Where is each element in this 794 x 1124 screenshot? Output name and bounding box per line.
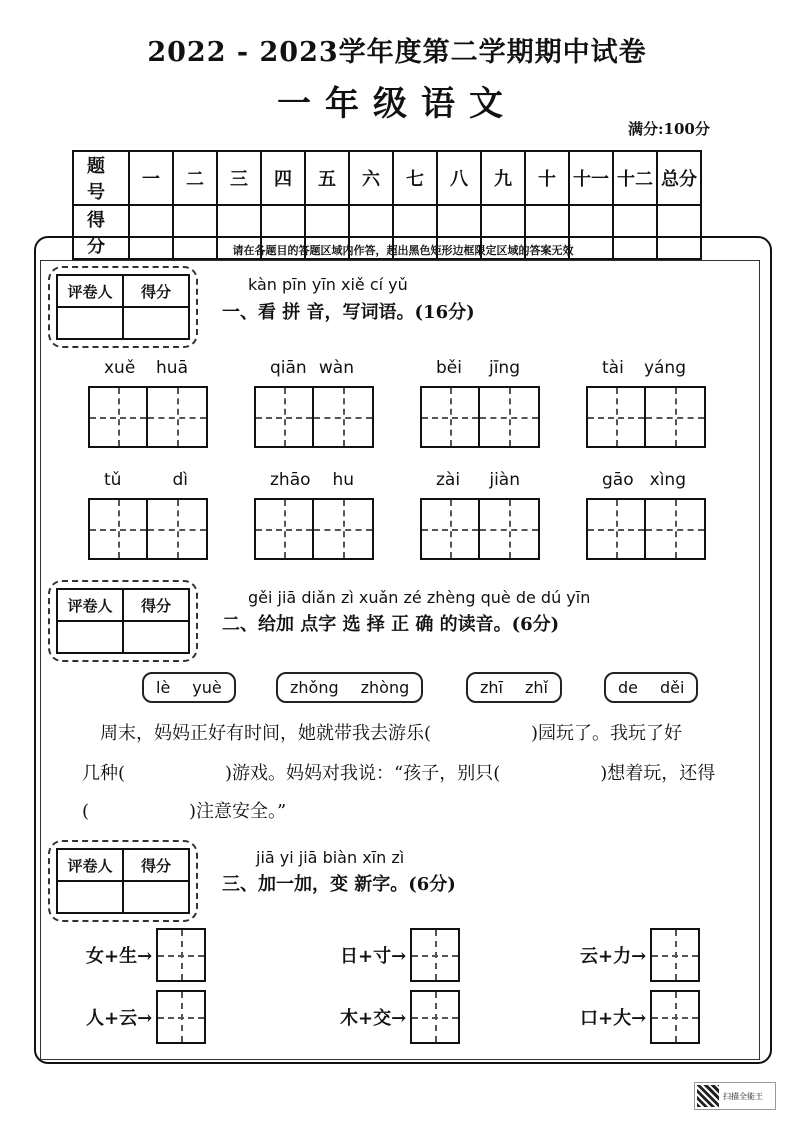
score-column-header: 二: [173, 151, 217, 205]
q1-title: 一、看 拼 音，写词语。(16分): [222, 302, 475, 323]
option-syllable[interactable]: děi: [660, 678, 685, 697]
option-syllable[interactable]: yuè: [192, 678, 222, 697]
syllable: běi: [436, 358, 462, 378]
scanner-badge: [694, 1082, 776, 1110]
score-column-header: 五: [305, 151, 349, 205]
answer-notice: 请在各题目的答题区域内作答，超出黑色矩形边框限定区域的答案无效: [232, 244, 574, 257]
score-row-label: 题号: [73, 151, 129, 205]
q2-line3: [82, 794, 752, 830]
option-syllable[interactable]: de: [618, 678, 638, 697]
score-column-header: 总分: [657, 151, 701, 205]
grader-reviewer-field[interactable]: [57, 881, 123, 913]
q2-pinyin: gěi jiā diǎn zì xuǎn zé zhèng què de dú yīn: [248, 588, 591, 607]
syllable: gāo: [602, 470, 634, 490]
q3-pinyin: jiā yi jiā biàn xīn zì: [256, 848, 405, 867]
pronunciation-option: [604, 672, 698, 703]
score-column-header: 四: [261, 151, 305, 205]
grader-box: [48, 580, 198, 662]
score-column-header: 七: [393, 151, 437, 205]
score-column-header: 十一: [569, 151, 613, 205]
subject-title: 一年级语文: [277, 84, 517, 124]
q1-pinyin: kàn pīn yīn xiě cí yǔ: [248, 275, 408, 294]
grid-cell[interactable]: [148, 388, 206, 446]
writing-grid[interactable]: [254, 498, 374, 560]
grader-box: [48, 266, 198, 348]
word-pinyin: [98, 470, 194, 490]
writing-grid[interactable]: [88, 498, 208, 560]
syllable: zài: [436, 470, 461, 490]
q2-text: (: [82, 801, 90, 822]
grid-cell[interactable]: [90, 388, 148, 446]
writing-grid[interactable]: [586, 386, 706, 448]
q2-text: )游戏。妈妈对我说：“孩子，别只(: [225, 763, 501, 784]
q2-line1: [100, 716, 760, 752]
answer-cell[interactable]: [650, 928, 700, 982]
grid-cell[interactable]: [588, 500, 646, 558]
option-syllable[interactable]: zhǐ: [524, 678, 548, 697]
equation-text: 木+交→: [340, 1008, 407, 1029]
pronunciation-option: [466, 672, 562, 703]
character-equation: [580, 990, 700, 1044]
grader-reviewer-field[interactable]: [57, 307, 123, 339]
word-pinyin: [430, 470, 526, 490]
grader-score-label: 得分: [123, 849, 189, 881]
grid-cell[interactable]: [314, 500, 372, 558]
grader-reviewer-label: 评卷人: [57, 589, 123, 621]
syllable: yáng: [643, 358, 686, 378]
syllable: huā: [156, 358, 188, 378]
option-syllable[interactable]: zhǒng: [290, 678, 339, 697]
grid-cell[interactable]: [148, 500, 206, 558]
score-column-header: 一: [129, 151, 173, 205]
score-row-label: 得分: [73, 205, 129, 259]
writing-grid[interactable]: [88, 386, 208, 448]
grid-cell[interactable]: [256, 388, 314, 446]
score-column-header: 八: [437, 151, 481, 205]
writing-grid[interactable]: [254, 386, 374, 448]
character-equation: [86, 928, 206, 982]
answer-cell[interactable]: [650, 990, 700, 1044]
word-pinyin: [264, 470, 360, 490]
word-pinyin: [430, 358, 526, 378]
character-equation: [86, 990, 206, 1044]
pronunciation-option: [276, 672, 423, 703]
score-column-header: 十二: [613, 151, 657, 205]
equation-text: 日+寸→: [340, 946, 407, 967]
equation-text: 人+云→: [86, 1008, 153, 1029]
q2-text: )想着玩，还得: [600, 763, 716, 784]
syllable: xìng: [649, 470, 686, 490]
answer-cell[interactable]: [410, 990, 460, 1044]
option-syllable[interactable]: lè: [156, 678, 171, 697]
grid-cell[interactable]: [480, 500, 538, 558]
scanner-label: 扫描全能王: [723, 1091, 763, 1101]
answer-cell[interactable]: [410, 928, 460, 982]
score-column-header: 十: [525, 151, 569, 205]
syllable: wàn: [318, 358, 354, 378]
syllable: qiān: [270, 358, 307, 378]
equation-text: 口+大→: [580, 1008, 647, 1029]
answer-cell[interactable]: [156, 928, 206, 982]
grader-reviewer-label: 评卷人: [57, 275, 123, 307]
q2-text: )注意安全。”: [189, 801, 287, 822]
syllable: xuě: [104, 358, 136, 378]
grid-cell[interactable]: [588, 388, 646, 446]
grader-box: [48, 840, 198, 922]
character-equation: [340, 990, 460, 1044]
option-syllable[interactable]: zhòng: [360, 678, 410, 697]
syllable: tǔ: [104, 470, 122, 490]
grader-reviewer-label: 评卷人: [57, 849, 123, 881]
q2-text: 周末，妈妈正好有时间，她就带我去游乐(: [100, 723, 432, 744]
q2-title: 二、给加 点字 选 择 正 确 的读音。(6分): [222, 614, 560, 635]
q3-title: 三、加一加，变 新字。(6分): [222, 874, 456, 895]
grader-score-label: 得分: [123, 589, 189, 621]
grid-cell[interactable]: [646, 388, 704, 446]
equation-text: 云+力→: [580, 946, 647, 967]
grid-cell[interactable]: [422, 388, 480, 446]
grader-score-field[interactable]: [123, 621, 189, 653]
grader-score-label: 得分: [123, 275, 189, 307]
syllable: jiàn: [489, 470, 520, 490]
full-score: 满分:100分: [628, 120, 710, 138]
writing-grid[interactable]: [586, 498, 706, 560]
grader-reviewer-field[interactable]: [57, 621, 123, 653]
writing-grid[interactable]: [420, 386, 540, 448]
word-pinyin: [98, 358, 194, 378]
score-column-header: 三: [217, 151, 261, 205]
equation-text: 女+生→: [86, 946, 153, 967]
grid-cell[interactable]: [256, 500, 314, 558]
grid-cell[interactable]: [480, 388, 538, 446]
score-column-header: 九: [481, 151, 525, 205]
q2-text: 几种(: [82, 763, 126, 784]
writing-grid[interactable]: [420, 498, 540, 560]
word-pinyin: [596, 358, 692, 378]
grid-cell[interactable]: [90, 500, 148, 558]
word-pinyin: [264, 358, 360, 378]
character-equation: [340, 928, 460, 982]
q2-line2: [82, 756, 752, 792]
q2-text: )园玩了。我玩了好: [531, 723, 683, 744]
score-column-header: 六: [349, 151, 393, 205]
character-equation: [580, 928, 700, 982]
grid-cell[interactable]: [314, 388, 372, 446]
syllable: hu: [332, 470, 354, 490]
option-syllable[interactable]: zhī: [480, 678, 503, 697]
answer-cell[interactable]: [156, 990, 206, 1044]
grid-cell[interactable]: [646, 500, 704, 558]
qr-code-icon: [697, 1085, 719, 1107]
syllable: dì: [172, 470, 188, 490]
grid-cell[interactable]: [422, 500, 480, 558]
pronunciation-option: [142, 672, 236, 703]
grader-score-field[interactable]: [123, 881, 189, 913]
syllable: zhāo: [270, 470, 311, 490]
exam-title: 2022 - 2023学年度第二学期期中试卷: [147, 37, 647, 68]
syllable: tài: [602, 358, 624, 378]
grader-score-field[interactable]: [123, 307, 189, 339]
syllable: jīng: [488, 358, 520, 378]
word-pinyin: [596, 470, 692, 490]
